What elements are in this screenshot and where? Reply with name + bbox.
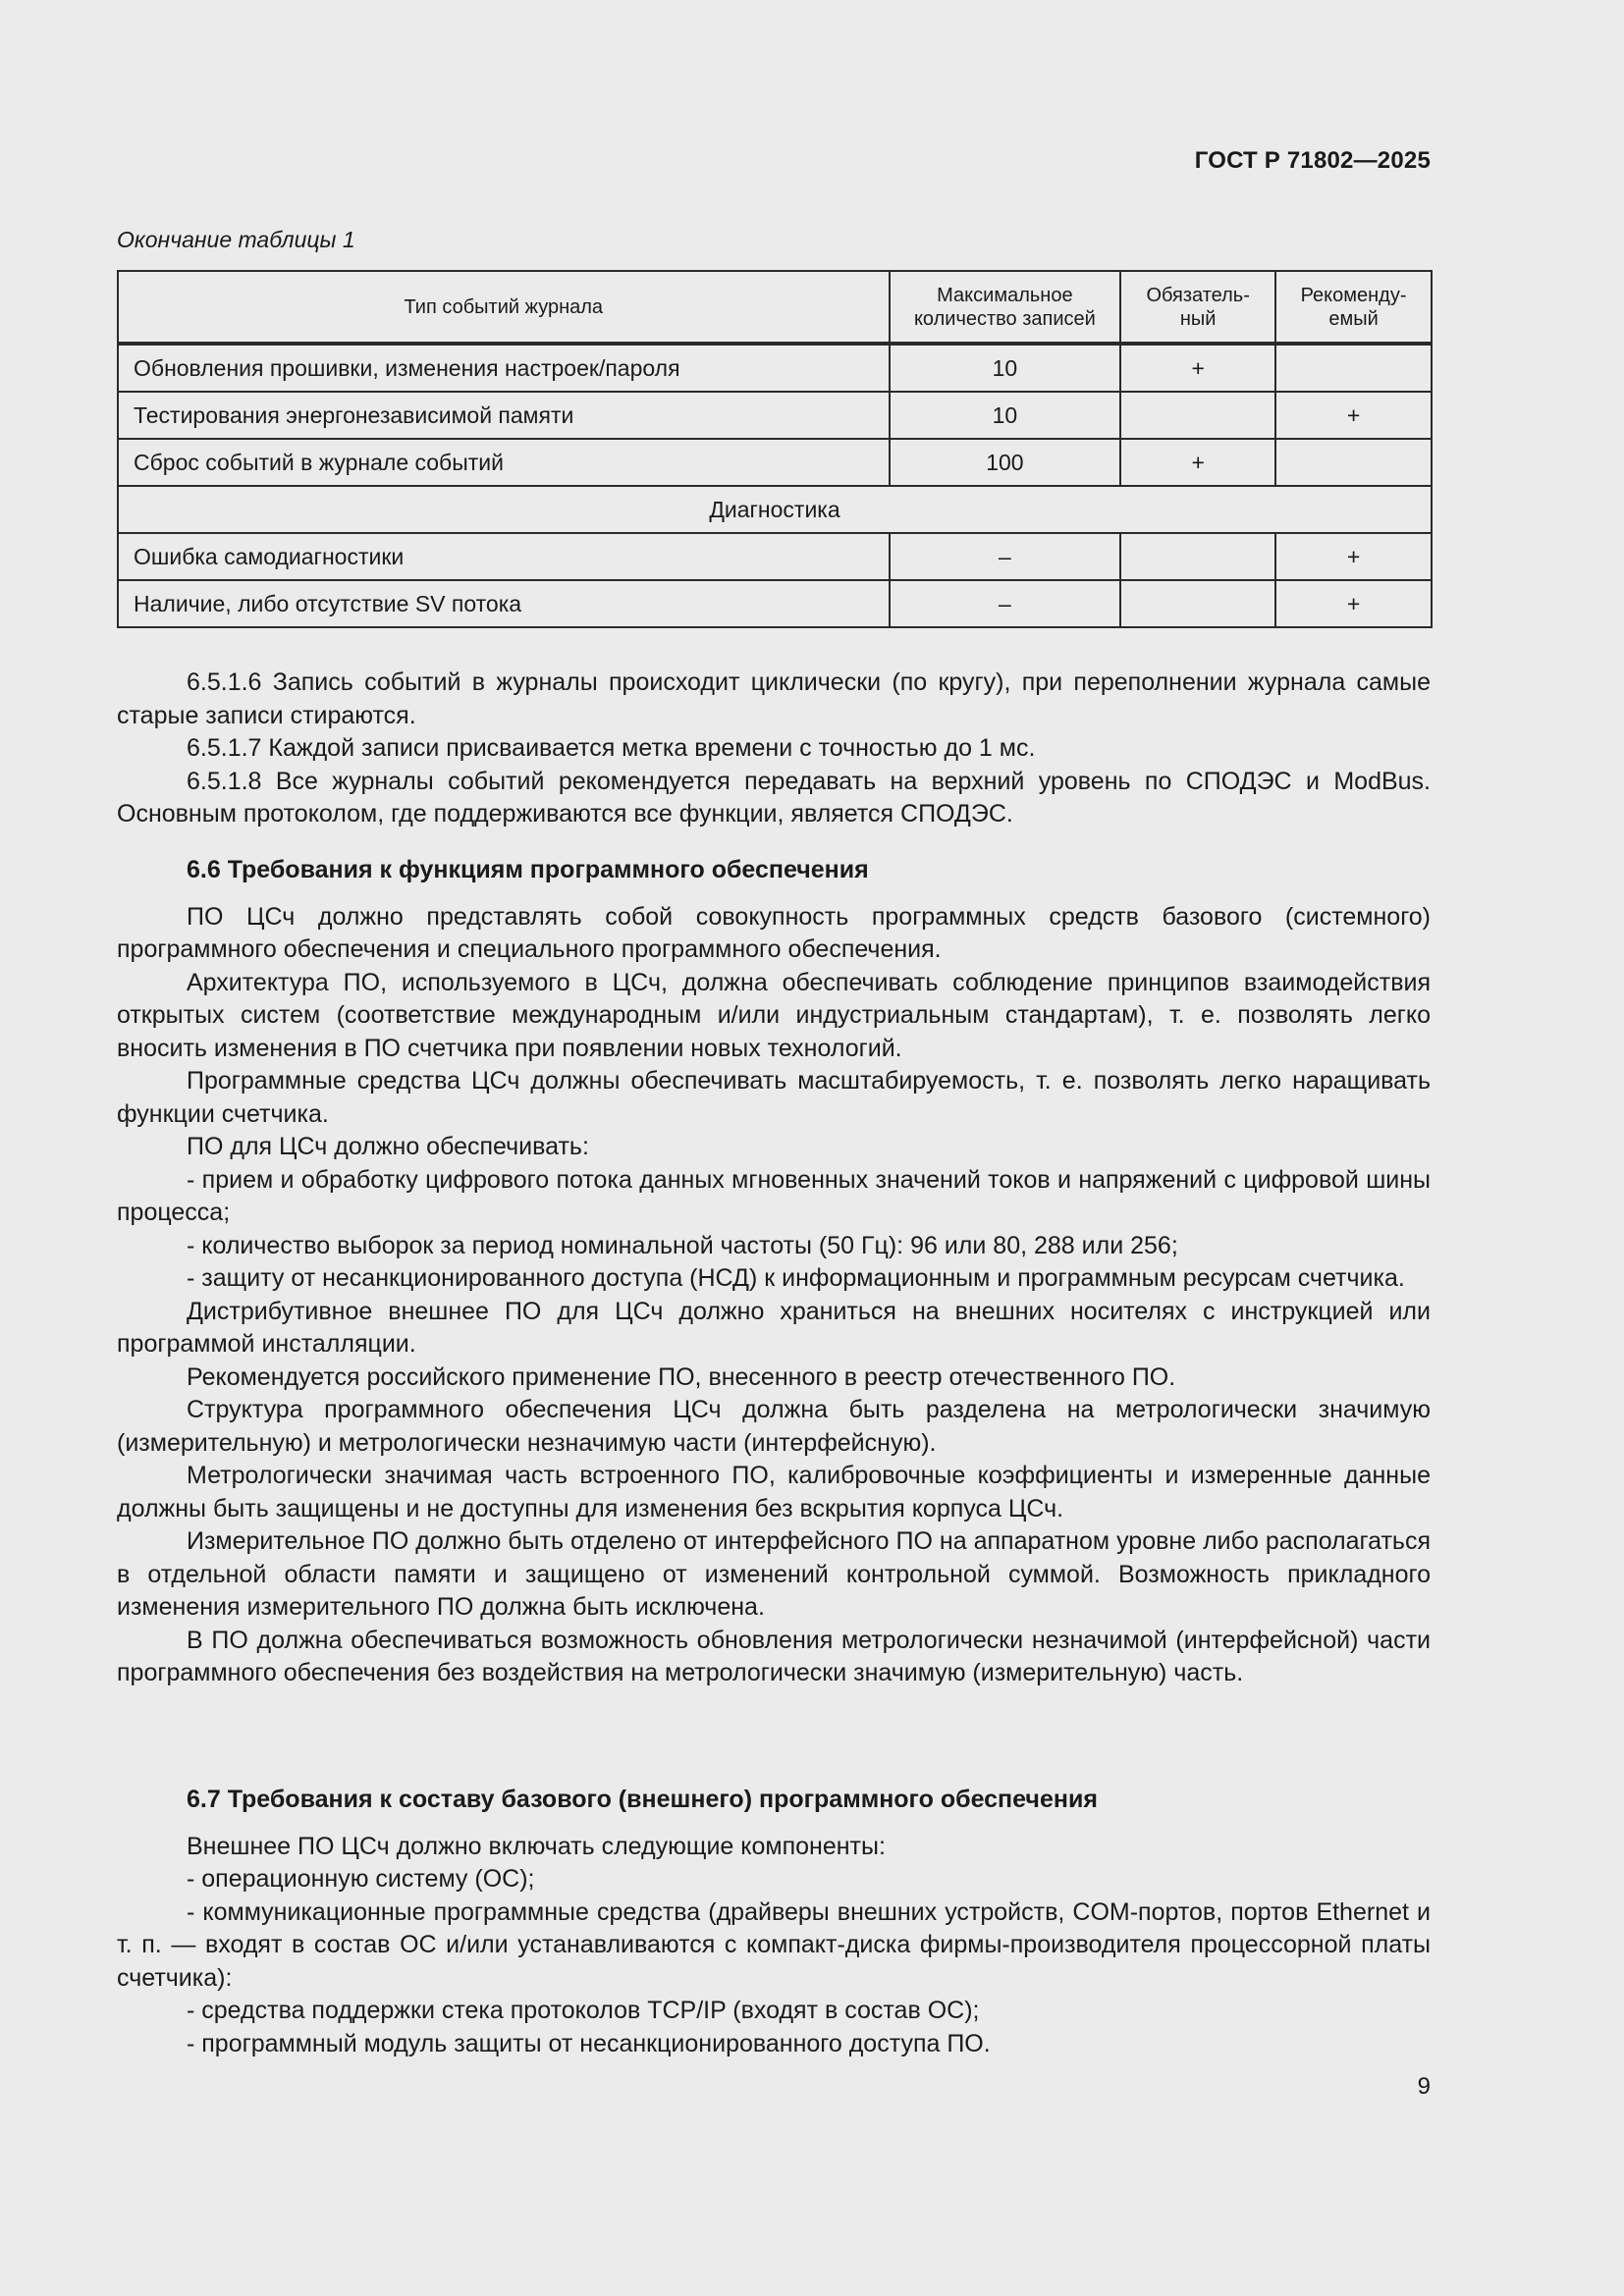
table-header-row <box>118 271 1432 344</box>
paragraph: Программные средства ЦСч должны обеспечивать масштабируемость, т. е. позволять легко наращивать функции счетчика. <box>117 1067 1431 1128</box>
list-item: - средства поддержки стека протоколов TCP/IP (входят в состав ОС); <box>187 1997 980 2024</box>
table-row <box>118 533 1432 580</box>
mandatory-cell <box>1120 580 1275 627</box>
paragraph: ПО для ЦСч должно обеспечивать: <box>187 1133 589 1160</box>
list-item: - количество выборок за период номинальной частоты (50 Гц): 96 или 80, 288 или 256; <box>187 1231 1178 1259</box>
section-6-7 <box>117 1784 1431 2060</box>
recommended-cell: + <box>1275 392 1432 439</box>
header-max-records: Максимальное количество записей <box>890 271 1121 344</box>
clauses-6-5-1 <box>117 667 1431 831</box>
paragraph: Измерительное ПО должно быть отделено от интерфейсного ПО на аппаратном уровне либо располагаться в отдельной области памяти и защищено от изменений контрольной суммой. Возможность прикладного изменения измерительного ПО должна быть исключена. <box>117 1527 1431 1621</box>
recommended-cell: + <box>1275 580 1432 627</box>
table-row <box>118 439 1432 486</box>
standard-number: ГОСТ Р 71802—2025 <box>1194 147 1431 174</box>
list-item: - программный модуль защиты от несанкционированного доступа ПО. <box>187 2029 991 2057</box>
list-item: - операционную систему (ОС); <box>187 1865 535 1893</box>
max-records-cell: 10 <box>890 392 1121 439</box>
event-type-cell: Сброс событий в журнале событий <box>118 439 890 486</box>
table-row <box>118 392 1432 439</box>
max-records-cell: – <box>890 533 1121 580</box>
section-heading-6-6: 6.6 Требования к функциям программного обеспечения <box>187 856 869 883</box>
paragraph: Архитектура ПО, используемого в ЦСч, должна обеспечивать соблюдение принципов взаимодействия открытых систем (соответствие международным и/или индустриальным стандартам), т. е. позволять легко вносить изменения в ПО счетчика при появлении новых технологий. <box>117 968 1431 1062</box>
paragraph: Рекомендуется российского применение ПО, внесенного в реестр отечественного ПО. <box>187 1362 1176 1391</box>
mandatory-cell <box>1120 533 1275 580</box>
event-type-cell: Обновления прошивки, изменения настроек/пароля <box>118 344 890 392</box>
max-records-cell: 100 <box>890 439 1121 486</box>
paragraph: Структура программного обеспечения ЦСч должна быть разделена на метрологически значимую (измерительную) и метрологически незначимую части (интерфейсную). <box>117 1396 1431 1457</box>
paragraph: ПО ЦСч должно представлять собой совокупность программных средств базового (системного) программного обеспечения и специального программного обеспечения. <box>117 902 1431 963</box>
recommended-cell <box>1275 344 1432 392</box>
list-item: - защиту от несанкционированного доступа (НСД) к информационным и программным ресурсам счетчика. <box>187 1264 1405 1292</box>
event-type-cell: Ошибка самодиагностики <box>118 533 890 580</box>
paragraph: В ПО должна обеспечиваться возможность обновления метрологически незначимой (интерфейсной) части программного обеспечения без воздействия на метрологически значимую (измерительную) часть. <box>117 1626 1431 1686</box>
table-caption: Окончание таблицы 1 <box>117 227 355 252</box>
table-row <box>118 344 1432 392</box>
paragraph: Метрологически значимая часть встроенного ПО, калибровочные коэффициенты и измеренные данные должны быть защищены и не доступны для изменения без вскрытия корпуса ЦСч. <box>117 1462 1431 1522</box>
page-number: 9 <box>1417 2073 1431 2100</box>
clause-6-5-1-6: 6.5.1.6 Запись событий в журналы происходит циклически (по кругу), при переполнении журнала самые старые записи стираются. <box>117 668 1431 729</box>
list-item: - коммуникационные программные средства (драйверы внешних устройств, COM-портов, портов Ethernet и т. п. — входят в состав ОС и/или устанавливаются с компакт-диска фирмы-производителя процессорной платы счетчика): <box>117 1897 1431 1992</box>
mandatory-cell: + <box>1120 344 1275 392</box>
list-item: - прием и обработку цифрового потока данных мгновенных значений токов и напряжений с цифровой шины процесса; <box>117 1165 1431 1226</box>
section-heading-6-7: 6.7 Требования к составу базового (внешнего) программного обеспечения <box>187 1786 1098 1813</box>
mandatory-cell <box>1120 392 1275 439</box>
table-row <box>118 580 1432 627</box>
paragraph: Внешнее ПО ЦСч должно включать следующие компоненты: <box>187 1832 886 1860</box>
max-records-cell: 10 <box>890 344 1121 392</box>
section-6-6 <box>117 854 1431 1690</box>
mandatory-cell: + <box>1120 439 1275 486</box>
event-type-cell: Наличие, либо отсутствие SV потока <box>118 580 890 627</box>
event-type-cell: Тестирования энергонезависимой памяти <box>118 392 890 439</box>
recommended-cell <box>1275 439 1432 486</box>
header-event-type: Тип событий журнала <box>118 271 890 344</box>
table-section-row <box>118 486 1432 533</box>
section-label-diagnostics: Диагностика <box>118 486 1432 533</box>
header-recommended: Рекоменду- емый <box>1275 271 1432 344</box>
clause-6-5-1-7: 6.5.1.7 Каждой записи присваивается метка времени с точностью до 1 мс. <box>187 734 1036 762</box>
clause-6-5-1-8: 6.5.1.8 Все журналы событий рекомендуется передавать на верхний уровень по СПОДЭС и ModBus. Основным протоколом, где поддерживаются все функции, является СПОДЭС. <box>117 767 1431 828</box>
paragraph: Дистрибутивное внешнее ПО для ЦСч должно храниться на внешних носителях с инструкцией или программой инсталляции. <box>117 1297 1431 1358</box>
header-mandatory: Обязатель- ный <box>1120 271 1275 344</box>
event-log-table <box>117 270 1433 628</box>
recommended-cell: + <box>1275 533 1432 580</box>
max-records-cell: – <box>890 580 1121 627</box>
